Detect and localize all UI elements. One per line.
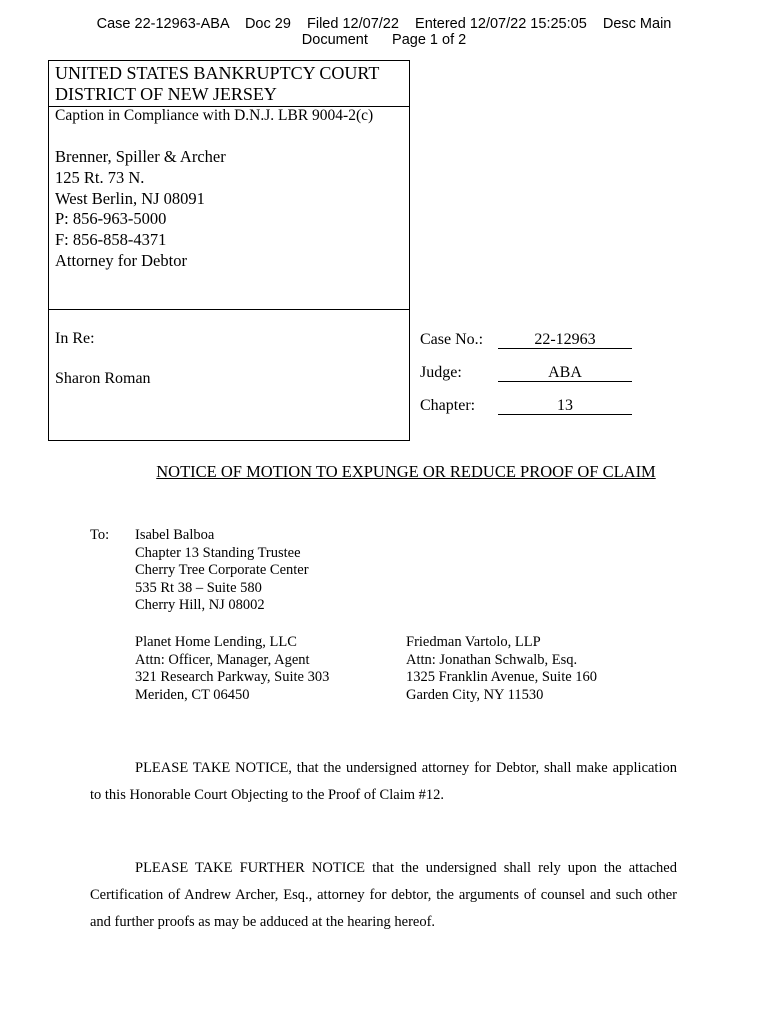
recipient-line: Cherry Tree Corporate Center <box>135 562 309 579</box>
ecf-header-line2: Document Page 1 of 2 <box>301 32 467 48</box>
court-name: UNITED STATES BANKRUPTCY COURT <box>55 63 380 83</box>
judge-label: Judge: <box>420 364 462 381</box>
ecf-header-line1: Case 22-12963-ABA Doc 29 Filed 12/07/22 Entered 12/07/22 15:25:05 Desc Main <box>96 16 672 32</box>
attorney-phone: P: 856-963-5000 <box>55 209 167 229</box>
paragraph-line: Certification of Andrew Archer, Esq., attorney for debtor, the arguments of counsel and such other <box>90 887 677 903</box>
in-re-label: In Re: <box>55 330 95 347</box>
debtor-name: Sharon Roman <box>55 370 151 387</box>
paragraph-line: PLEASE TAKE NOTICE, that the undersigned attorney for Debtor, shall make application <box>135 760 677 776</box>
attorney-fax: F: 856-858-4371 <box>55 230 167 250</box>
recipient-line: 1325 Franklin Avenue, Suite 160 <box>406 669 598 686</box>
notice-paragraph-1 <box>90 755 677 809</box>
recipient-line: Garden City, NY 11530 <box>406 686 544 703</box>
recipient-line: Cherry Hill, NJ 08002 <box>135 597 265 614</box>
case-number-label: Case No.: <box>420 331 484 348</box>
recipient-friedman-vartolo <box>406 634 597 704</box>
attorney-block <box>55 147 226 272</box>
recipient-line: Attn: Officer, Manager, Agent <box>135 651 310 668</box>
notice-title <box>0 462 768 482</box>
attorney-role: Attorney for Debtor <box>55 250 187 270</box>
caption-box <box>48 60 410 310</box>
recipient-planet-home-lending <box>135 634 329 704</box>
recipient-line: 321 Research Parkway, Suite 303 <box>135 669 330 686</box>
in-re-box <box>48 309 410 441</box>
attorney-firm: Brenner, Spiller & Archer <box>55 147 226 166</box>
chapter-value: 13 <box>498 397 632 415</box>
to-label: To: <box>90 527 110 543</box>
recipient-trustee <box>135 527 309 615</box>
attorney-street: 125 Rt. 73 N. <box>55 167 145 187</box>
recipient-line: Meriden, CT 06450 <box>135 686 250 703</box>
chapter-label: Chapter: <box>420 397 476 414</box>
case-number-value: 22-12963 <box>498 331 632 349</box>
caption-compliance: Caption in Compliance with D.N.J. LBR 9004-2(c) <box>55 107 374 124</box>
recipient-line: Isabel Balboa <box>135 527 215 543</box>
recipient-line: Planet Home Lending, LLC <box>135 634 297 650</box>
judge-value: ABA <box>498 364 632 382</box>
attorney-city: West Berlin, NJ 08091 <box>55 188 205 208</box>
paragraph-line: PLEASE TAKE FURTHER NOTICE that the undersigned shall rely upon the attached <box>135 860 677 876</box>
recipient-line: Attn: Jonathan Schwalb, Esq. <box>406 651 578 668</box>
paragraph-line: and further proofs as may be adduced at the hearing hereof. <box>90 914 436 930</box>
recipient-line: Chapter 13 Standing Trustee <box>135 544 301 561</box>
recipient-line: Friedman Vartolo, LLP <box>406 634 541 650</box>
court-district: DISTRICT OF NEW JERSEY <box>55 84 277 104</box>
notice-title-text: NOTICE OF MOTION TO EXPUNGE OR REDUCE PROOF OF CLAIM <box>156 462 656 481</box>
notice-paragraph-2 <box>90 855 677 936</box>
paragraph-line: to this Honorable Court Objecting to the Proof of Claim #12. <box>90 787 444 803</box>
recipient-line: 535 Rt 38 – Suite 580 <box>135 579 262 596</box>
